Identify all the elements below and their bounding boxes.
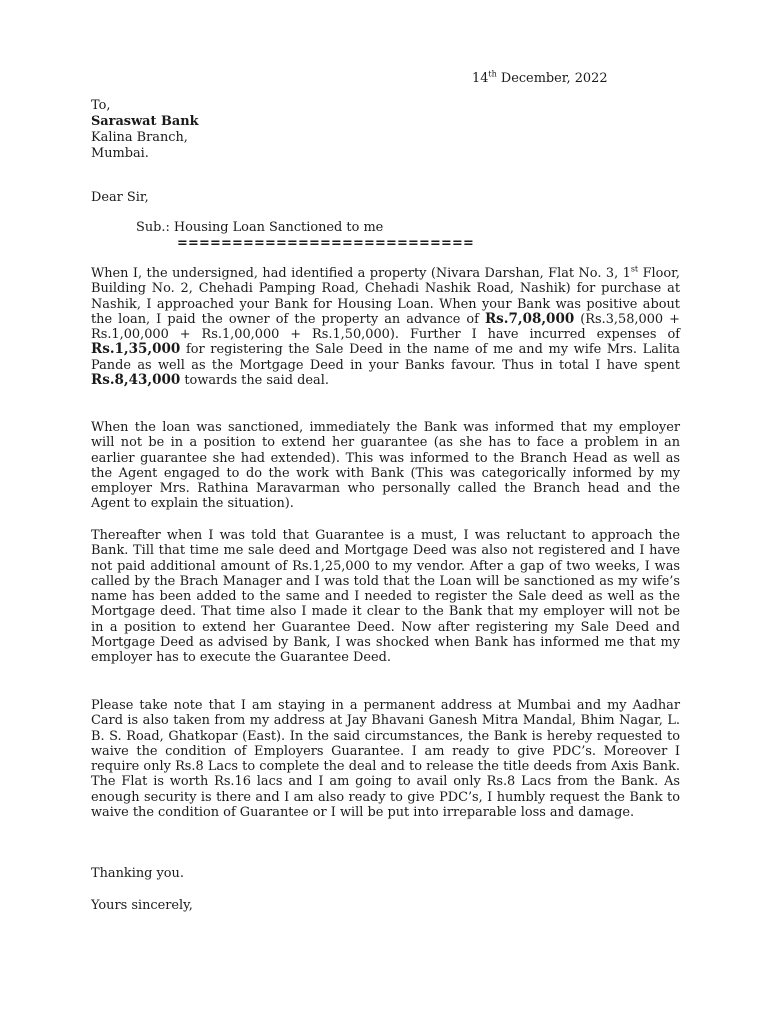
p1-text-a: When I, the undersigned, had identified a property (Nivara Darshan, Flat No. 3, 1	[91, 266, 631, 281]
bank-city: Mumbai.	[91, 146, 149, 161]
paragraph-property-purchase	[91, 266, 680, 388]
subject-line: Sub.: Housing Loan Sanctioned to me	[136, 220, 384, 235]
p1-floor-suffix: st	[630, 264, 639, 274]
date-suffix: th	[488, 69, 497, 79]
salutation: Dear Sir,	[91, 190, 149, 205]
paragraph-registration: Thereafter when I was told that Guarantee is a must, I was reluctant to approach the Bank. Till that time me sale deed and Mortgage Deed was also not registered and I have not paid additional amount of Rs.1,25,000 to my vendor. After a gap of two weeks, I was called by the Brach Manager and I was told that the Loan will be sanctioned as my wife’s name has been added to the same and I needed to register the Sale deed as well as the Mortgage deed. That time also I made it clear to the Bank that my employer will not be in a position to extend her Guarantee Deed. Now after registering my Sale Deed and Mortgage Deed as advised by Bank, I was shocked when Bank has informed me that my employer has to execute the Guarantee Deed.	[91, 528, 680, 666]
bank-branch: Kalina Branch,	[91, 130, 188, 145]
letter-date	[472, 71, 608, 86]
closing-signoff: Yours sincerely,	[91, 898, 193, 913]
recipient-address	[91, 98, 199, 162]
p1-text-e: towards the said deal.	[180, 373, 329, 389]
amount-total: Rs.8,43,000	[91, 372, 181, 389]
subject-underline: ===========================	[177, 236, 475, 251]
p1-text-b: Floor, Building No. 2, Chehadi Pamping Road, Chehadi Nashik Road, Nashik) for purchase at Nashik, I approached your Bank for Housing Loan. When your Bank was positive about the loan, I paid the owner of the property an advance of	[91, 266, 681, 327]
address-to: To,	[91, 98, 111, 113]
bank-name: Saraswat Bank	[91, 114, 199, 129]
date-month-year: December, 2022	[496, 71, 608, 86]
date-day: 14	[472, 71, 489, 86]
closing-thanks: Thanking you.	[91, 866, 184, 881]
amount-expenses: Rs.1,35,000	[91, 341, 181, 358]
p1-text-c: (Rs.3,58,000 + Rs.1,00,000 + Rs.1,00,000 + Rs.1,50,000). Further I have incurred expenses of	[91, 311, 680, 343]
amount-advance: Rs.7,08,000	[484, 310, 575, 327]
paragraph-request: Please take note that I am staying in a permanent address at Mumbai and my Aadhar Card is also taken from my address at Jay Bhavani Ganesh Mitra Mandal, Bhim Nagar, L. B. S. Road, Ghatkopar (East). In the said circumstances, the Bank is hereby requested to waive the condition of Employers Guarantee. I am ready to give PDC’s. Moreover I require only Rs.8 Lacs to complete the deal and to release the title deeds from Axis Bank. The Flat is worth Rs.16 lacs and I am going to avail only Rs.8 Lacs from the Bank. As enough security is there and I am also ready to give PDC’s, I humbly request the Bank to waive the condition of Guarantee or I will be put into irreparable loss and damage.	[91, 698, 680, 821]
paragraph-guarantee-issue: When the loan was sanctioned, immediately the Bank was informed that my employer will not be in a position to extend her guarantee (as she has to face a problem in an earlier guarantee she had extended). This was informed to the Branch Head as well as the Agent engaged to do the work with Bank (This was categorically informed by my employer Mrs. Rathina Maravarman who personally called the Branch head and the Agent to explain the situation).	[91, 420, 680, 512]
p1-text-d: for registering the Sale Deed in the name of me and my wife Mrs. Lalita Pande as well as the Mortgage Deed in your Banks favour. Thus in total I have spent	[91, 342, 680, 373]
